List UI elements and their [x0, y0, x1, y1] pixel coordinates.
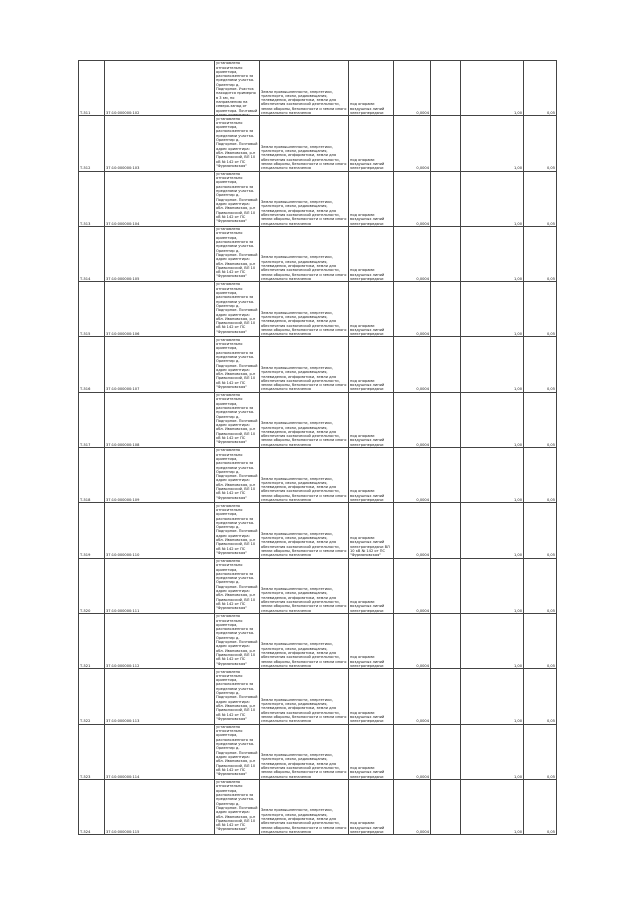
- cell-coefficient: 1,00: [461, 669, 524, 724]
- table-row: [79, 669, 557, 724]
- cell-cadastral-number: 37:10:000000:104: [105, 171, 215, 226]
- cell-blank: [431, 171, 461, 226]
- cell-cadastral-number: 37:10:000000:108: [105, 392, 215, 447]
- cell-land-category: Земли промышленности, энергетики, транспорта, связи, радиовещания, телевидения, информатики, земли для обеспечения космической деятельности, земли обороны, безопасности и земли иного специального назначения: [260, 558, 349, 613]
- cell-area: 0,0004: [394, 392, 431, 447]
- cell-permitted-use: под опорами воздушных линий электропередачи: [349, 448, 394, 503]
- cell-location: [215, 669, 260, 724]
- location-text: установлено относительно ориентира, расположенного за пределами участка. Ориентир д. Подгорное. Почтовый адрес ориентира: обл. Ивановская, р-н Приволжский, ВЛ 10 кВ № 142 от ПС "Фурмановская": [216, 780, 258, 832]
- cell-plot-number: Т-523: [79, 724, 105, 779]
- location-text: установлено относительно ориентира, расположенного за пределами участка. Ориентир д. Подгорное. Почтовый адрес ориентира: обл. Ивановская, р-н Приволжский, ВЛ 10 кВ № 142 от ПС "Фурмановская": [216, 171, 258, 224]
- location-text: установлено относительно ориентира, расположенного за пределами участка. Ориентир д. Подгорное. Почтовый адрес ориентира: обл. Ивановская, р-н Приволжский, ВЛ 10 кВ № 142 от ПС "Фурмановская": [216, 669, 258, 721]
- cell-location: [215, 226, 260, 281]
- cell-land-category: Земли промышленности, энергетики, транспорта, связи, радиовещания, телевидения, информатики, земли для обеспечения космической деятельности, земли обороны, безопасности и земли иного специального назначения: [260, 724, 349, 779]
- cell-value: 0,05: [524, 392, 557, 447]
- cell-plot-number: Т-519: [79, 503, 105, 558]
- cell-plot-number: Т-522: [79, 669, 105, 724]
- cell-location: [215, 392, 260, 447]
- cell-value: 0,05: [524, 61, 557, 116]
- cell-cadastral-number: 37:10:000000:103: [105, 116, 215, 171]
- cell-cadastral-number: 37:10:000000:107: [105, 337, 215, 392]
- cell-land-category: Земли промышленности, энергетики, транспорта, связи, радиовещания, телевидения, информатики, земли для обеспечения космической деятельности, земли обороны, безопасности и земли иного специального назначения: [260, 779, 349, 834]
- cell-permitted-use: под опорами воздушных линий электропередачи: [349, 116, 394, 171]
- cell-value: 0,05: [524, 282, 557, 337]
- cell-blank: [431, 724, 461, 779]
- cell-value: 0,05: [524, 448, 557, 503]
- cell-permitted-use: под опорами воздушных линий электропередачи: [349, 558, 394, 613]
- location-text: установлено относительно ориентира, расположенного за пределами участка. Ориентир д. Подгорное. Почтовый адрес ориентира: обл. Ивановская, р-н Приволжский, ВЛ 10 кВ № 142 от ПС "Фурмановская": [216, 282, 258, 334]
- cell-blank: [431, 448, 461, 503]
- cell-plot-number: Т-518: [79, 448, 105, 503]
- cell-coefficient: 1,00: [461, 116, 524, 171]
- cell-area: 0,0004: [394, 669, 431, 724]
- table-row: [79, 226, 557, 281]
- cell-permitted-use: под опорами воздушных линий электропередачи: [349, 171, 394, 226]
- cell-location: [215, 61, 260, 116]
- location-text: установлено относительно ориентира, расположенного за пределами участка. Ориентир д. Подгорное. Участок находится примерно в 3 км, по направлению на северо-запад от ориентира. Почтовый адрес ориентира:: [216, 61, 258, 116]
- cell-plot-number: Т-524: [79, 779, 105, 834]
- cell-value: 0,05: [524, 171, 557, 226]
- cell-land-category: Земли промышленности, энергетики, транспорта, связи, радиовещания, телевидения, информатики, земли для обеспечения космической деятельности, земли обороны, безопасности и земли иного специального назначения: [260, 337, 349, 392]
- cell-value: 0,05: [524, 724, 557, 779]
- cell-cadastral-number: 37:10:000000:109: [105, 448, 215, 503]
- cell-area: 0,0004: [394, 61, 431, 116]
- cell-permitted-use: под опорами воздушных линий электропередачи: [349, 613, 394, 668]
- cell-cadastral-number: 37:10:000000:115: [105, 779, 215, 834]
- cell-value: 0,05: [524, 226, 557, 281]
- cell-location: [215, 448, 260, 503]
- table-row: [79, 613, 557, 668]
- table-row: [79, 558, 557, 613]
- cell-permitted-use: под опорами воздушных линий электропередачи: [349, 392, 394, 447]
- table-row: [79, 116, 557, 171]
- cell-blank: [431, 503, 461, 558]
- cell-coefficient: 1,00: [461, 337, 524, 392]
- cell-coefficient: 1,00: [461, 448, 524, 503]
- cell-cadastral-number: 37:10:000000:114: [105, 724, 215, 779]
- cell-value: 0,05: [524, 613, 557, 668]
- location-text: установлено относительно ориентира, расположенного за пределами участка. Ориентир д. Подгорное. Почтовый адрес ориентира: обл. Ивановская, р-н Приволжский, ВЛ 10 кВ № 142 от ПС "Фурмановская": [216, 448, 258, 500]
- cell-blank: [431, 337, 461, 392]
- cell-area: 0,0004: [394, 779, 431, 834]
- cell-plot-number: Т-521: [79, 613, 105, 668]
- cell-cadastral-number: 37:10:000000:113: [105, 669, 215, 724]
- cell-plot-number: Т-515: [79, 282, 105, 337]
- cell-blank: [431, 613, 461, 668]
- cell-coefficient: 1,00: [461, 171, 524, 226]
- table-row: [79, 779, 557, 834]
- location-text: установлено относительно ориентира, расположенного за пределами участка. Ориентир д. Подгорное. Почтовый адрес ориентира: обл. Ивановская, р-н Приволжский, ВЛ 10 кВ № 142 от ПС "Фурмановская": [216, 116, 258, 168]
- cell-area: 0,0004: [394, 282, 431, 337]
- cell-plot-number: Т-514: [79, 226, 105, 281]
- cell-value: 0,05: [524, 558, 557, 613]
- cell-blank: [431, 226, 461, 281]
- cell-value: 0,05: [524, 116, 557, 171]
- cell-coefficient: 1,00: [461, 226, 524, 281]
- table-row: [79, 282, 557, 337]
- cell-permitted-use: под опорами воздушных линий электропередачи: [349, 669, 394, 724]
- land-plots-table: [78, 60, 557, 835]
- cell-permitted-use: под опорами воздушных линий электропередачи: [349, 779, 394, 834]
- table-row: [79, 448, 557, 503]
- cell-coefficient: 1,00: [461, 503, 524, 558]
- location-text: установлено относительно ориентира, расположенного за пределами участка. Ориентир д. Подгорное. Почтовый адрес ориентира: обл. Ивановская, р-н Приволжский, ВЛ 10 кВ № 142 от ПС "Фурмановская": [216, 227, 258, 279]
- cell-value: 0,05: [524, 669, 557, 724]
- table-row: [79, 503, 557, 558]
- cell-plot-number: Т-511: [79, 61, 105, 116]
- cell-blank: [431, 558, 461, 613]
- cell-blank: [431, 61, 461, 116]
- cell-plot-number: Т-513: [79, 171, 105, 226]
- cell-land-category: Земли промышленности, энергетики, транспорта, связи, радиовещания, телевидения, информатики, земли для обеспечения космической деятельности, земли обороны, безопасности и земли иного специального назначения: [260, 226, 349, 281]
- cell-land-category: Земли промышленности, энергетики, транспорта, связи, радиовещания, телевидения, информатики, земли для обеспечения космической деятельности, земли обороны, безопасности и земли иного специального назначения: [260, 61, 349, 116]
- location-text: установлено относительно ориентира, расположенного за пределами участка. Ориентир д. Подгорное. Почтовый адрес ориентира: обл. Ивановская, р-н Приволжский, ВЛ 10 кВ № 142 от ПС "Фурмановская": [216, 337, 258, 390]
- cell-blank: [431, 779, 461, 834]
- cell-land-category: Земли промышленности, энергетики, транспорта, связи, радиовещания, телевидения, информатики, земли для обеспечения космической деятельности, земли обороны, безопасности и земли иного специального назначения: [260, 116, 349, 171]
- cell-area: 0,0004: [394, 226, 431, 281]
- cell-plot-number: Т-512: [79, 116, 105, 171]
- cell-permitted-use: под опорами воздушных линий электропередачи: [349, 282, 394, 337]
- location-text: установлено относительно ориентира, расположенного за пределами участка. Ориентир д. Подгорное. Почтовый адрес ориентира: обл. Ивановская, р-н Приволжский, ВЛ 10 кВ № 142 от ПС "Фурмановская": [216, 724, 258, 777]
- cell-value: 0,05: [524, 779, 557, 834]
- cell-area: 0,0004: [394, 724, 431, 779]
- cell-plot-number: Т-517: [79, 392, 105, 447]
- cell-location: [215, 337, 260, 392]
- cell-coefficient: 1,00: [461, 282, 524, 337]
- cell-permitted-use: под опорами воздушных линий электропередачи: [349, 61, 394, 116]
- cell-land-category: Земли промышленности, энергетики, транспорта, связи, радиовещания, телевидения, информатики, земли для обеспечения космической деятельности, земли обороны, безопасности и земли иного специального назначения: [260, 503, 349, 558]
- cell-location: [215, 613, 260, 668]
- cell-land-category: Земли промышленности, энергетики, транспорта, связи, радиовещания, телевидения, информатики, земли для обеспечения космической деятельности, земли обороны, безопасности и земли иного специального назначения: [260, 392, 349, 447]
- cell-cadastral-number: 37:10:000000:102: [105, 61, 215, 116]
- table-row: [79, 724, 557, 779]
- cell-land-category: Земли промышленности, энергетики, транспорта, связи, радиовещания, телевидения, информатики, земли для обеспечения космической деятельности, земли обороны, безопасности и земли иного специального назначения: [260, 282, 349, 337]
- cell-land-category: Земли промышленности, энергетики, транспорта, связи, радиовещания, телевидения, информатики, земли для обеспечения космической деятельности, земли обороны, безопасности и земли иного специального назначения: [260, 669, 349, 724]
- cell-location: [215, 503, 260, 558]
- cell-blank: [431, 392, 461, 447]
- cell-location: [215, 282, 260, 337]
- cell-location: [215, 558, 260, 613]
- cell-area: 0,0004: [394, 171, 431, 226]
- cell-area: 0,0004: [394, 337, 431, 392]
- cell-permitted-use: под опорами воздушных линий электропередачи: [349, 724, 394, 779]
- cell-location: [215, 779, 260, 834]
- cell-coefficient: 1,00: [461, 779, 524, 834]
- cell-blank: [431, 282, 461, 337]
- table-row: [79, 61, 557, 116]
- cell-permitted-use: под опорами воздушных линий электропередачи: [349, 337, 394, 392]
- cell-coefficient: 1,00: [461, 724, 524, 779]
- cell-area: 0,0004: [394, 503, 431, 558]
- cell-location: [215, 171, 260, 226]
- cell-blank: [431, 116, 461, 171]
- cell-area: 0,0004: [394, 116, 431, 171]
- cell-blank: [431, 669, 461, 724]
- cell-coefficient: 1,00: [461, 558, 524, 613]
- cell-plot-number: Т-516: [79, 337, 105, 392]
- cell-plot-number: Т-520: [79, 558, 105, 613]
- location-text: установлено относительно ориентира, расположенного за пределами участка. Ориентир д. Подгорное. Почтовый адрес ориентира: обл. Ивановская, р-н Приволжский, ВЛ 10 кВ № 142 от ПС "Фурмановская": [216, 558, 258, 611]
- cell-location: [215, 724, 260, 779]
- table-row: [79, 392, 557, 447]
- location-text: установлено относительно ориентира, расположенного за пределами участка. Ориентир д. Подгорное. Почтовый адрес ориентира: обл. Ивановская, р-н Приволжский, ВЛ 10 кВ № 142 от ПС "Фурмановская": [216, 503, 258, 555]
- location-text: установлено относительно ориентира, расположенного за пределами участка. Ориентир д. Подгорное. Почтовый адрес ориентира: обл. Ивановская, р-н Приволжский, ВЛ 10 кВ № 142 от ПС "Фурмановская": [216, 614, 258, 666]
- table-row: [79, 171, 557, 226]
- cell-cadastral-number: 37:10:000000:110: [105, 503, 215, 558]
- cell-cadastral-number: 37:10:000000:111: [105, 558, 215, 613]
- cell-land-category: Земли промышленности, энергетики, транспорта, связи, радиовещания, телевидения, информатики, земли для обеспечения космической деятельности, земли обороны, безопасности и земли иного специального назначения: [260, 171, 349, 226]
- cell-area: 0,0004: [394, 613, 431, 668]
- cell-location: [215, 116, 260, 171]
- cell-permitted-use: под опорами воздушных линий электропередачи ВЛ 10 кВ № 142 от ПС "Фурмановская": [349, 503, 394, 558]
- location-text: установлено относительно ориентира, расположенного за пределами участка. Ориентир д. Подгорное. Почтовый адрес ориентира: обл. Ивановская, р-н Приволжский, ВЛ 10 кВ № 142 от ПС "Фурмановская": [216, 393, 258, 445]
- cell-value: 0,05: [524, 337, 557, 392]
- cell-cadastral-number: 37:10:000000:105: [105, 226, 215, 281]
- cell-area: 0,0004: [394, 448, 431, 503]
- cell-area: 0,0004: [394, 558, 431, 613]
- cell-land-category: Земли промышленности, энергетики, транспорта, связи, радиовещания, телевидения, информатики, земли для обеспечения космической деятельности, земли обороны, безопасности и земли иного специального назначения: [260, 613, 349, 668]
- cell-cadastral-number: 37:10:000000:106: [105, 282, 215, 337]
- cell-value: 0,05: [524, 503, 557, 558]
- cell-coefficient: 1,00: [461, 392, 524, 447]
- cell-permitted-use: под опорами воздушных линий электропередачи: [349, 226, 394, 281]
- table-row: [79, 337, 557, 392]
- cell-cadastral-number: 37:10:000000:112: [105, 613, 215, 668]
- cell-coefficient: 1,00: [461, 613, 524, 668]
- cell-land-category: Земли промышленности, энергетики, транспорта, связи, радиовещания, телевидения, информатики, земли для обеспечения космической деятельности, земли обороны, безопасности и земли иного специального назначения: [260, 448, 349, 503]
- cell-coefficient: 1,00: [461, 61, 524, 116]
